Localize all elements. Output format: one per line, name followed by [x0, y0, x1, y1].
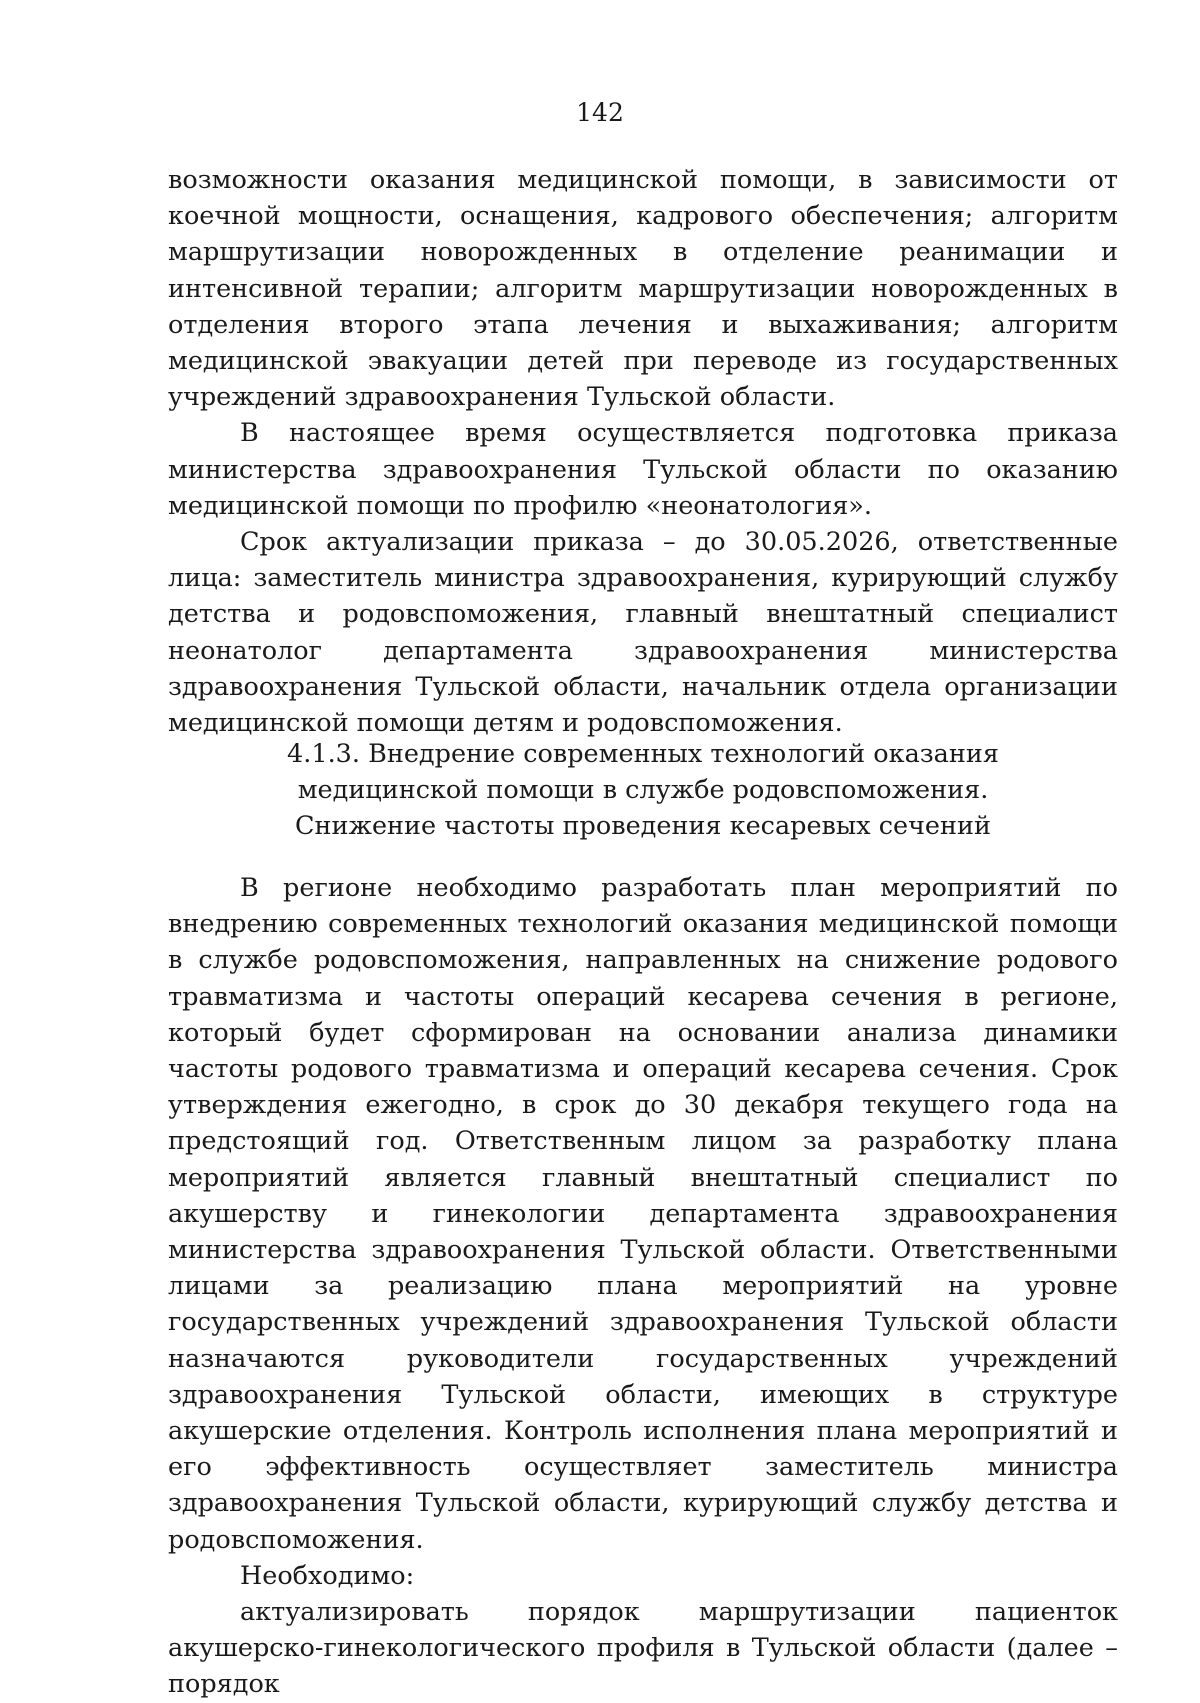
section-heading-line-3: Снижение частоты проведения кесаревых сечений	[294, 811, 992, 842]
paragraph-routing: актуализировать порядок маршрутизации пациенток акушерско-гинекологического профиля в Тульской области (далее – порядок	[168, 1597, 1118, 1700]
paragraph-continuation: возможности оказания медицинской помощи, в зависимости от коечной мощности, оснащения, кадрового обеспечения; алгоритм маршрутизации новорожденных в отделение реанимации и интенсивной терапии; алгоритм маршрутизации новорожденных в отделения второго этапа лечения и выхаживания; алгоритм медицинской эвакуации детей при переводе из государственных учреждений здравоохранения Тульской области.	[168, 165, 1118, 413]
body-text-bottom	[168, 870, 1118, 1703]
paragraph-deadline: Срок актуализации приказа – до 30.05.2026, ответственные лица: заместитель министра здравоохранения, курирующий службу детства и родовспоможения, главный внештатный специалист неонатолог департамента здравоохранения министерства здравоохранения Тульской области, начальник отдела организации медицинской помощи детям и родовспоможения.	[168, 527, 1118, 739]
paragraph-plan: В регионе необходимо разработать план мероприятий по внедрению современных технологий оказания медицинской помощи в службе родовспоможения, направленных на снижение родового травматизма и частоты операций кесарева сечения в регионе, который будет сформирован на основании анализа динамики частоты родового травматизма и операций кесарева сечения. Срок утверждения ежегодно, в срок до 30 декабря текущего года на предстоящий год. Ответственным лицом за разработку плана мероприятий является главный внештатный специалист по акушерству и гинекологии департамента здравоохранения министерства здравоохранения Тульской области. Ответственными лицами за реализацию плана мероприятий на уровне государственных учреждений здравоохранения Тульской области назначаются руководители государственных учреждений здравоохранения Тульской области, имеющих в структуре акушерские отделения. Контроль исполнения плана мероприятий и его эффективность осуществляет заместитель министра здравоохранения Тульской области, курирующий службу детства и родовспоможения.	[168, 873, 1118, 1555]
paragraph-necessary: Необходимо:	[240, 1560, 415, 1591]
section-heading-line-2: медицинской помощи в службе родовспоможения.	[297, 775, 989, 806]
page-number: 142	[576, 98, 624, 127]
section-heading	[168, 736, 1118, 845]
paragraph-order-preparation: В настоящее время осуществляется подготовка приказа министерства здравоохранения Тульской области по оказанию медицинской помощи по профилю «неонатология».	[168, 418, 1118, 521]
body-text-top	[168, 162, 1118, 741]
section-heading-line-1: 4.1.3. Внедрение современных технологий оказания	[287, 739, 999, 769]
